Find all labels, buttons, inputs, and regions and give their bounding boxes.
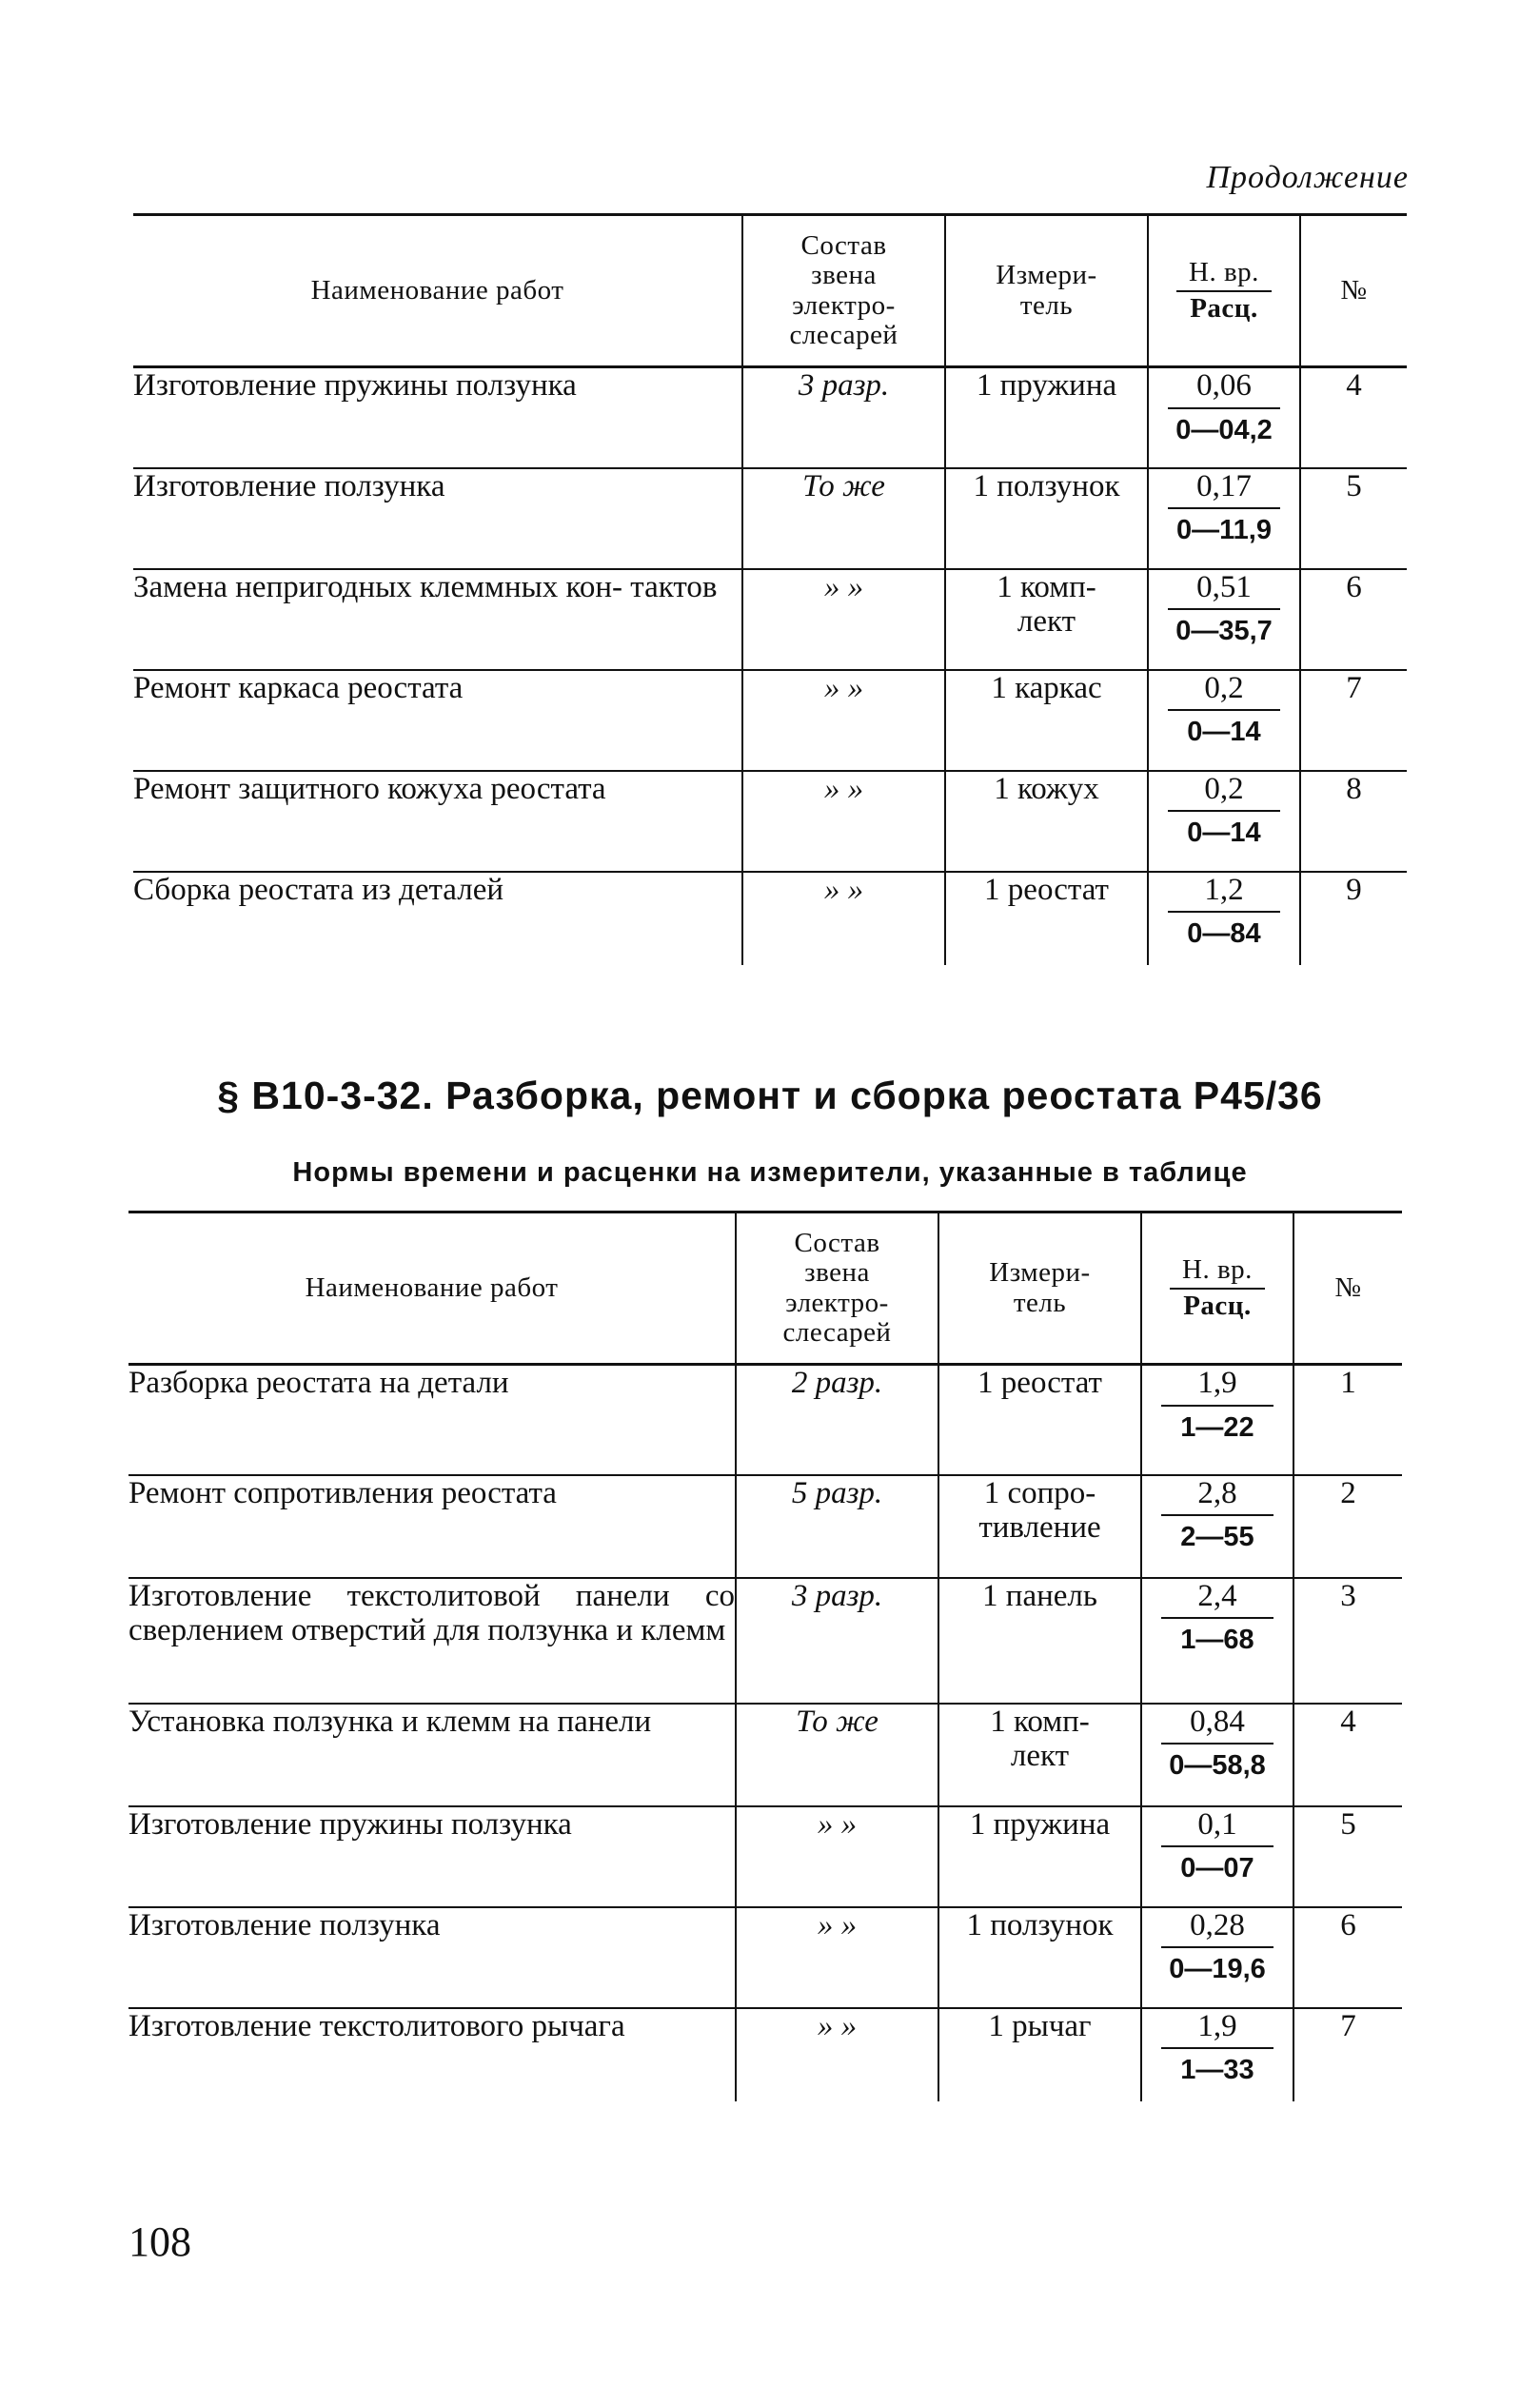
time-norm: 0,84 [1161,1705,1273,1745]
header-norm-price: Расц. [1190,292,1258,324]
time-norm: 0,28 [1161,1908,1273,1949]
work-name: Ремонт защитного кожуха реостата [133,771,742,872]
work-name: Изготовление ползунка [133,468,742,569]
row-number: 8 [1300,771,1407,872]
crew-grade: » » [742,771,945,872]
price-rate: 0—58,8 [1169,1750,1266,1782]
header-number: № [1300,215,1407,367]
continuation-label: Продолжение [1206,160,1409,195]
price-rate: 0—14 [1187,818,1261,849]
norm-fraction [1141,2008,1293,2101]
price-rate: 1—68 [1180,1625,1254,1656]
norm-fraction [1148,367,1300,468]
work-name: Изготовление пружины ползунка [128,1806,736,1907]
price-rate: 0—04,2 [1175,414,1273,445]
table-row [128,2008,1402,2101]
norm-fraction [1148,670,1300,771]
norm-fraction [1141,1578,1293,1704]
table-row [133,872,1407,965]
header-meter-text: Измери- тель [996,260,1097,321]
price-rate: 0—84 [1187,918,1261,950]
unit-of-measure: 1 реостат [938,1365,1141,1475]
time-norm: 1,9 [1161,1366,1273,1407]
crew-grade: То же [742,468,945,569]
header-norm [1141,1212,1293,1365]
header-meter [945,215,1148,367]
price-rate: 0—14 [1187,717,1261,748]
norm-fraction [1141,1475,1293,1578]
section-title: § В10-3-32. Разборка, ремонт и сборка реостата Р45/36 [217,1074,1323,1117]
norms-table [128,1211,1402,2101]
crew-grade: 3 разр. [736,1578,938,1704]
header-work: Наименование работ [128,1212,736,1365]
table-row [128,1475,1402,1578]
time-norm: 0,1 [1161,1807,1273,1848]
unit-of-measure [938,1475,1141,1578]
unit-of-measure: 1 панель [938,1578,1141,1704]
crew-grade: » » [736,1806,938,1907]
unit-of-measure: 1 пружина [938,1806,1141,1907]
row-number: 9 [1300,872,1407,965]
crew-grade: 3 разр. [742,367,945,468]
norm-fraction [1148,771,1300,872]
crew-grade: » » [742,670,945,771]
time-norm: 0,2 [1168,772,1280,813]
work-name: Ремонт каркаса реостата [133,670,742,771]
price-rate: 0—11,9 [1176,515,1272,546]
page-number: 108 [128,2218,191,2265]
row-number: 5 [1300,468,1407,569]
price-rate: 0—35,7 [1175,616,1273,647]
row-number: 4 [1300,367,1407,468]
unit-of-measure: 1 реостат [945,872,1148,965]
row-number: 6 [1300,569,1407,670]
row-number: 3 [1293,1578,1402,1704]
unit-of-measure: 1 рычаг [938,2008,1141,2101]
price-rate: 1—22 [1180,1411,1254,1443]
crew-grade: » » [742,872,945,965]
work-name: Изготовление текстолитового рычага [128,2008,736,2101]
work-name: Сборка реостата из деталей [133,872,742,965]
crew-grade: То же [736,1704,938,1806]
header-crew [736,1212,938,1365]
price-rate: 0—07 [1180,1853,1254,1884]
norms-table-continued [133,213,1407,965]
unit-of-measure-text: 1 сопро- тивление [978,1475,1101,1546]
norm-fraction [1141,1704,1293,1806]
header-norm-time: Н. вр. [1170,1255,1265,1289]
table-body [133,367,1407,965]
unit-of-measure-text: 1 комп- лект [990,1704,1090,1774]
header-norm-time: Н. вр. [1176,258,1272,291]
unit-of-measure: 1 ползунок [938,1907,1141,2008]
price-rate: 2—55 [1180,1522,1254,1553]
table-row [128,1907,1402,2008]
row-number: 4 [1293,1704,1402,1806]
unit-of-measure-text: 1 комп- лект [997,569,1096,640]
work-name: Разборка реостата на детали [128,1365,736,1475]
norm-fraction [1148,468,1300,569]
row-number: 2 [1293,1475,1402,1578]
norm-fraction [1148,872,1300,965]
norm-fraction [1141,1907,1293,2008]
header-work: Наименование работ [133,215,742,367]
row-number: 7 [1300,670,1407,771]
time-norm: 0,17 [1168,469,1280,510]
table-body [128,1365,1402,2101]
table-row [128,1806,1402,1907]
work-name: Изготовление текстолитовой панели со сверлением отверстий для ползунка и клемм [128,1578,736,1704]
table-row [128,1365,1402,1475]
row-number: 5 [1293,1806,1402,1907]
crew-grade: 2 разр. [736,1365,938,1475]
unit-of-measure: 1 пружина [945,367,1148,468]
unit-of-measure: 1 ползунок [945,468,1148,569]
table-row [133,771,1407,872]
table-row [128,1578,1402,1704]
header-norm-price: Расц. [1183,1290,1252,1321]
work-name: Замена непригодных клеммных кон- тактов [133,569,742,670]
table-row [128,1704,1402,1806]
section-subtitle: Нормы времени и расценки на измерители, указанные в таблице [292,1157,1248,1188]
unit-of-measure [945,569,1148,670]
work-name: Изготовление пружины ползунка [133,367,742,468]
header-number: № [1293,1212,1402,1365]
time-norm: 2,8 [1161,1476,1273,1517]
time-norm: 2,4 [1161,1579,1273,1620]
price-rate: 0—19,6 [1169,1954,1266,1985]
norm-fraction [1141,1806,1293,1907]
unit-of-measure: 1 каркас [945,670,1148,771]
header-crew-text: Состав звена электро- слесарей [789,229,898,350]
table-row [133,670,1407,771]
price-rate: 1—33 [1180,2055,1254,2086]
time-norm: 1,2 [1168,873,1280,914]
table-row [133,468,1407,569]
work-name: Установка ползунка и клемм на панели [128,1704,736,1806]
crew-grade: » » [736,1907,938,2008]
header-crew-text: Состав звена электро- слесарей [782,1227,892,1348]
table-header-row [133,215,1407,367]
time-norm: 1,9 [1161,2009,1273,2050]
unit-of-measure [938,1704,1141,1806]
header-crew [742,215,945,367]
crew-grade: 5 разр. [736,1475,938,1578]
norm-fraction [1148,569,1300,670]
work-name: Ремонт сопротивления реостата [128,1475,736,1578]
time-norm: 0,2 [1168,671,1280,712]
header-meter [938,1212,1141,1365]
time-norm: 0,06 [1168,368,1280,409]
crew-grade: » » [736,2008,938,2101]
unit-of-measure: 1 кожух [945,771,1148,872]
row-number: 1 [1293,1365,1402,1475]
header-meter-text: Измери- тель [989,1257,1091,1318]
row-number: 6 [1293,1907,1402,2008]
norm-fraction [1141,1365,1293,1475]
crew-grade: » » [742,569,945,670]
table-row [133,367,1407,468]
work-name: Изготовление ползунка [128,1907,736,2008]
header-norm [1148,215,1300,367]
time-norm: 0,51 [1168,570,1280,611]
row-number: 7 [1293,2008,1402,2101]
table-header-row [128,1212,1402,1365]
table-row [133,569,1407,670]
